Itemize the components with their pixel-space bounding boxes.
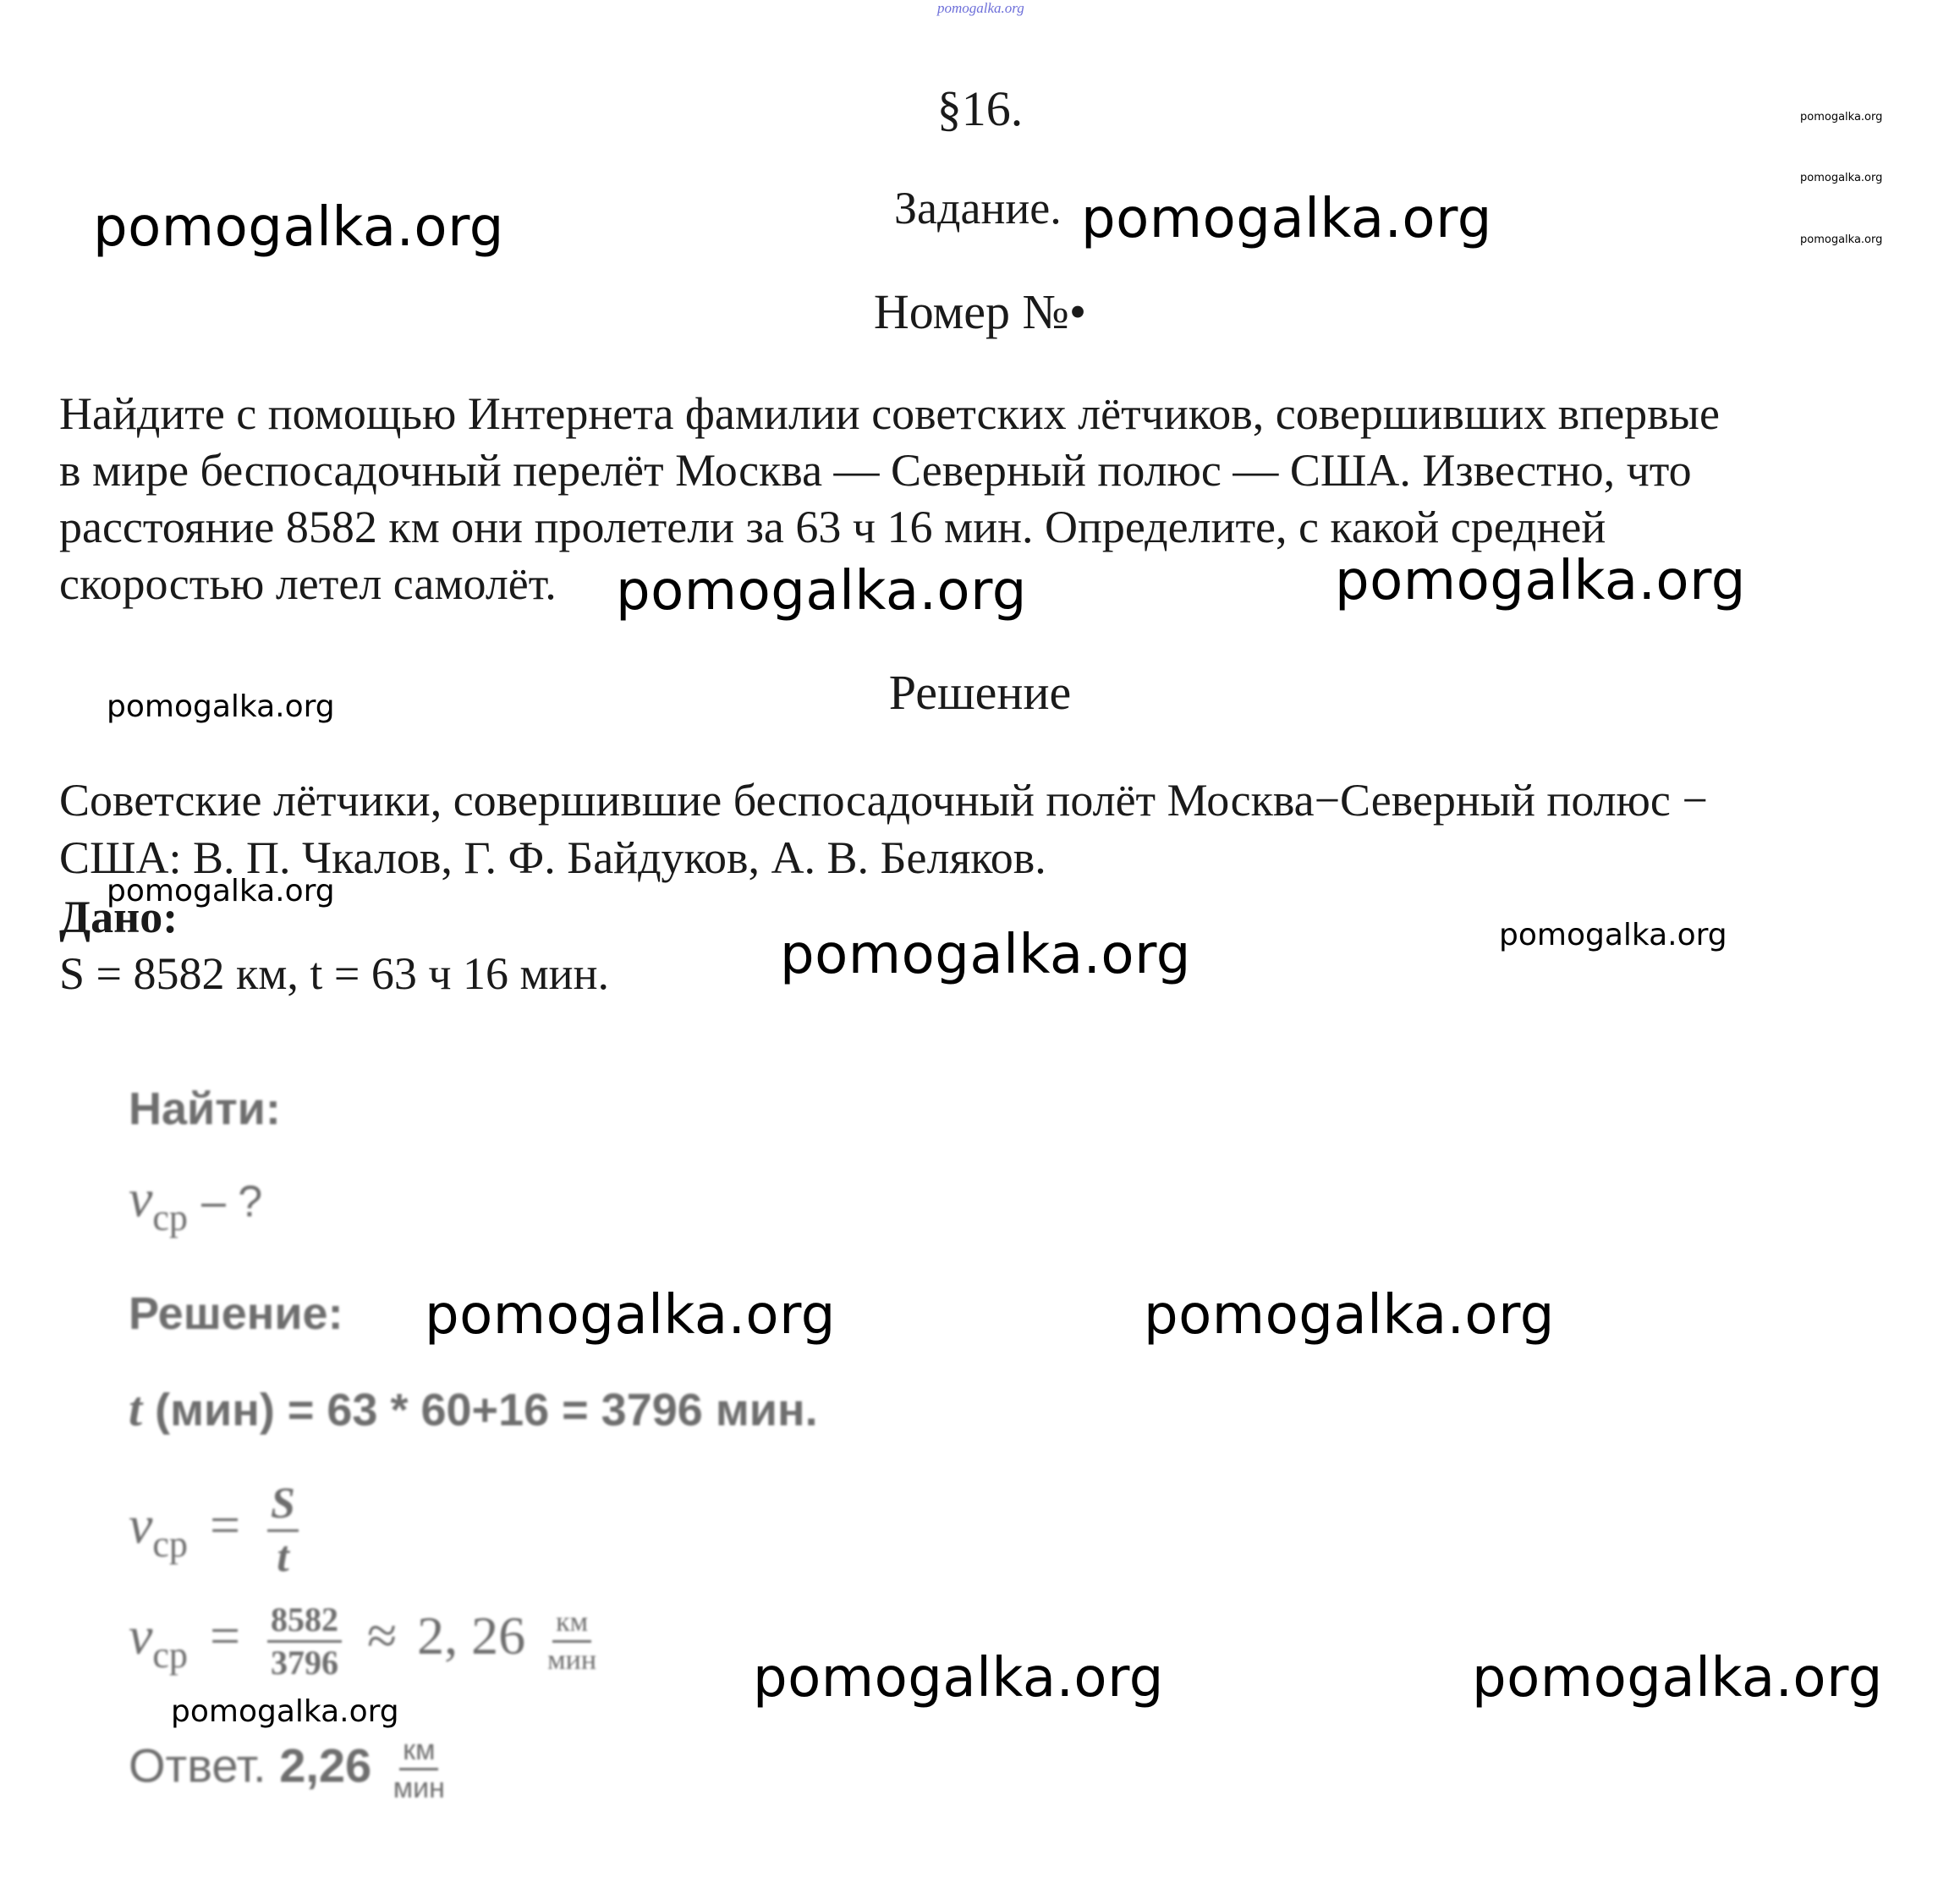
- fraction-8582: 8582: [267, 1603, 342, 1643]
- time-conversion: [129, 1380, 818, 1437]
- watermark: pomogalka.org: [1081, 188, 1492, 250]
- given-value: S = 8582 км, t = 63 ч 16 мин.: [59, 948, 609, 999]
- watermark: pomogalka.org: [1499, 918, 1727, 952]
- find-question: – ?: [200, 1177, 263, 1227]
- watermark: pomogalka.org: [1335, 550, 1746, 612]
- v-subscript: ср: [152, 1197, 188, 1238]
- formula-v-s-t: [129, 1479, 304, 1581]
- watermark: pomogalka.org: [1800, 172, 1883, 184]
- solution-heading: Решение: [888, 665, 1072, 720]
- answer-unit-km: км: [399, 1736, 438, 1770]
- watermark: pomogalka.org: [171, 1694, 399, 1729]
- v-symbol: v: [129, 1168, 153, 1228]
- answer-label: Ответ.: [129, 1738, 266, 1792]
- v-symbol-2: v: [129, 1495, 153, 1556]
- section-title: §16.: [936, 81, 1024, 136]
- v-subscript-2: ср: [152, 1523, 188, 1566]
- watermark: pomogalka.org: [107, 689, 335, 724]
- fraction-3796: 3796: [271, 1644, 339, 1682]
- problem-line-3: расстояние 8582 км они пролетели за 63 ч 16 мин. Определите, с какой средней: [59, 502, 1606, 552]
- fraction-s-over-t: [267, 1479, 299, 1581]
- task-title: Задание.: [894, 183, 1062, 233]
- answer-unit-min: мин: [393, 1772, 445, 1804]
- solution-line-1: Советские лётчики, совершившие беспосадочный полёт Москва−Северный полюс −: [59, 775, 1708, 826]
- watermark: pomogalka.org: [616, 560, 1027, 623]
- watermark: pomogalka.org: [1144, 1284, 1555, 1347]
- t-symbol: t: [129, 1381, 143, 1436]
- watermark: pomogalka.org: [1472, 1647, 1883, 1710]
- unit-min: мин: [547, 1644, 597, 1676]
- answer-line: [129, 1736, 453, 1803]
- equals-sign-2: =: [209, 1605, 241, 1666]
- unit-km: км: [552, 1608, 591, 1643]
- approx-sign: ≈: [367, 1605, 398, 1666]
- solution-label-scan: Решение:: [129, 1288, 343, 1339]
- watermark: pomogalka.org: [753, 1647, 1164, 1710]
- answer-value: 2,26: [279, 1738, 372, 1792]
- top-watermark: pomogalka.org: [937, 0, 1024, 16]
- watermark: pomogalka.org: [93, 196, 504, 259]
- given-label: Дано:: [59, 892, 178, 942]
- watermark: pomogalka.org: [107, 874, 335, 908]
- watermark: pomogalka.org: [780, 924, 1191, 986]
- v-subscript-3: ср: [152, 1634, 188, 1677]
- solution-line-2: США: В. П. Чкалов, Г. Ф. Байдуков, А. В. Беляков.: [59, 832, 1046, 883]
- fraction-distance-time: [267, 1600, 342, 1682]
- v-symbol-3: v: [129, 1605, 153, 1666]
- problem-line-1: Найдите с помощью Интернета фамилии советских лётчиков, совершивших впервые: [59, 388, 1720, 439]
- answer-unit-fraction: [390, 1736, 448, 1803]
- number-title: Номер №•: [873, 284, 1087, 339]
- result-value: 2, 26: [417, 1605, 526, 1666]
- fraction-t: t: [277, 1533, 289, 1581]
- find-label: Найти:: [129, 1084, 281, 1134]
- problem-line-4: скоростью летел самолёт.: [59, 558, 557, 609]
- find-expression: [129, 1167, 263, 1238]
- watermark: pomogalka.org: [425, 1284, 836, 1347]
- equals-sign: =: [209, 1495, 241, 1556]
- watermark: pomogalka.org: [1800, 111, 1883, 123]
- fraction-s: S: [267, 1482, 299, 1532]
- problem-line-2: в мире беспосадочный перелёт Москва — Северный полюс — США. Известно, что: [59, 445, 1692, 496]
- formula-result: [129, 1600, 605, 1682]
- time-expression: (мин) = 63 * 60+16 = 3796 мин.: [142, 1385, 818, 1435]
- unit-fraction: [544, 1608, 600, 1675]
- watermark: pomogalka.org: [1800, 233, 1883, 246]
